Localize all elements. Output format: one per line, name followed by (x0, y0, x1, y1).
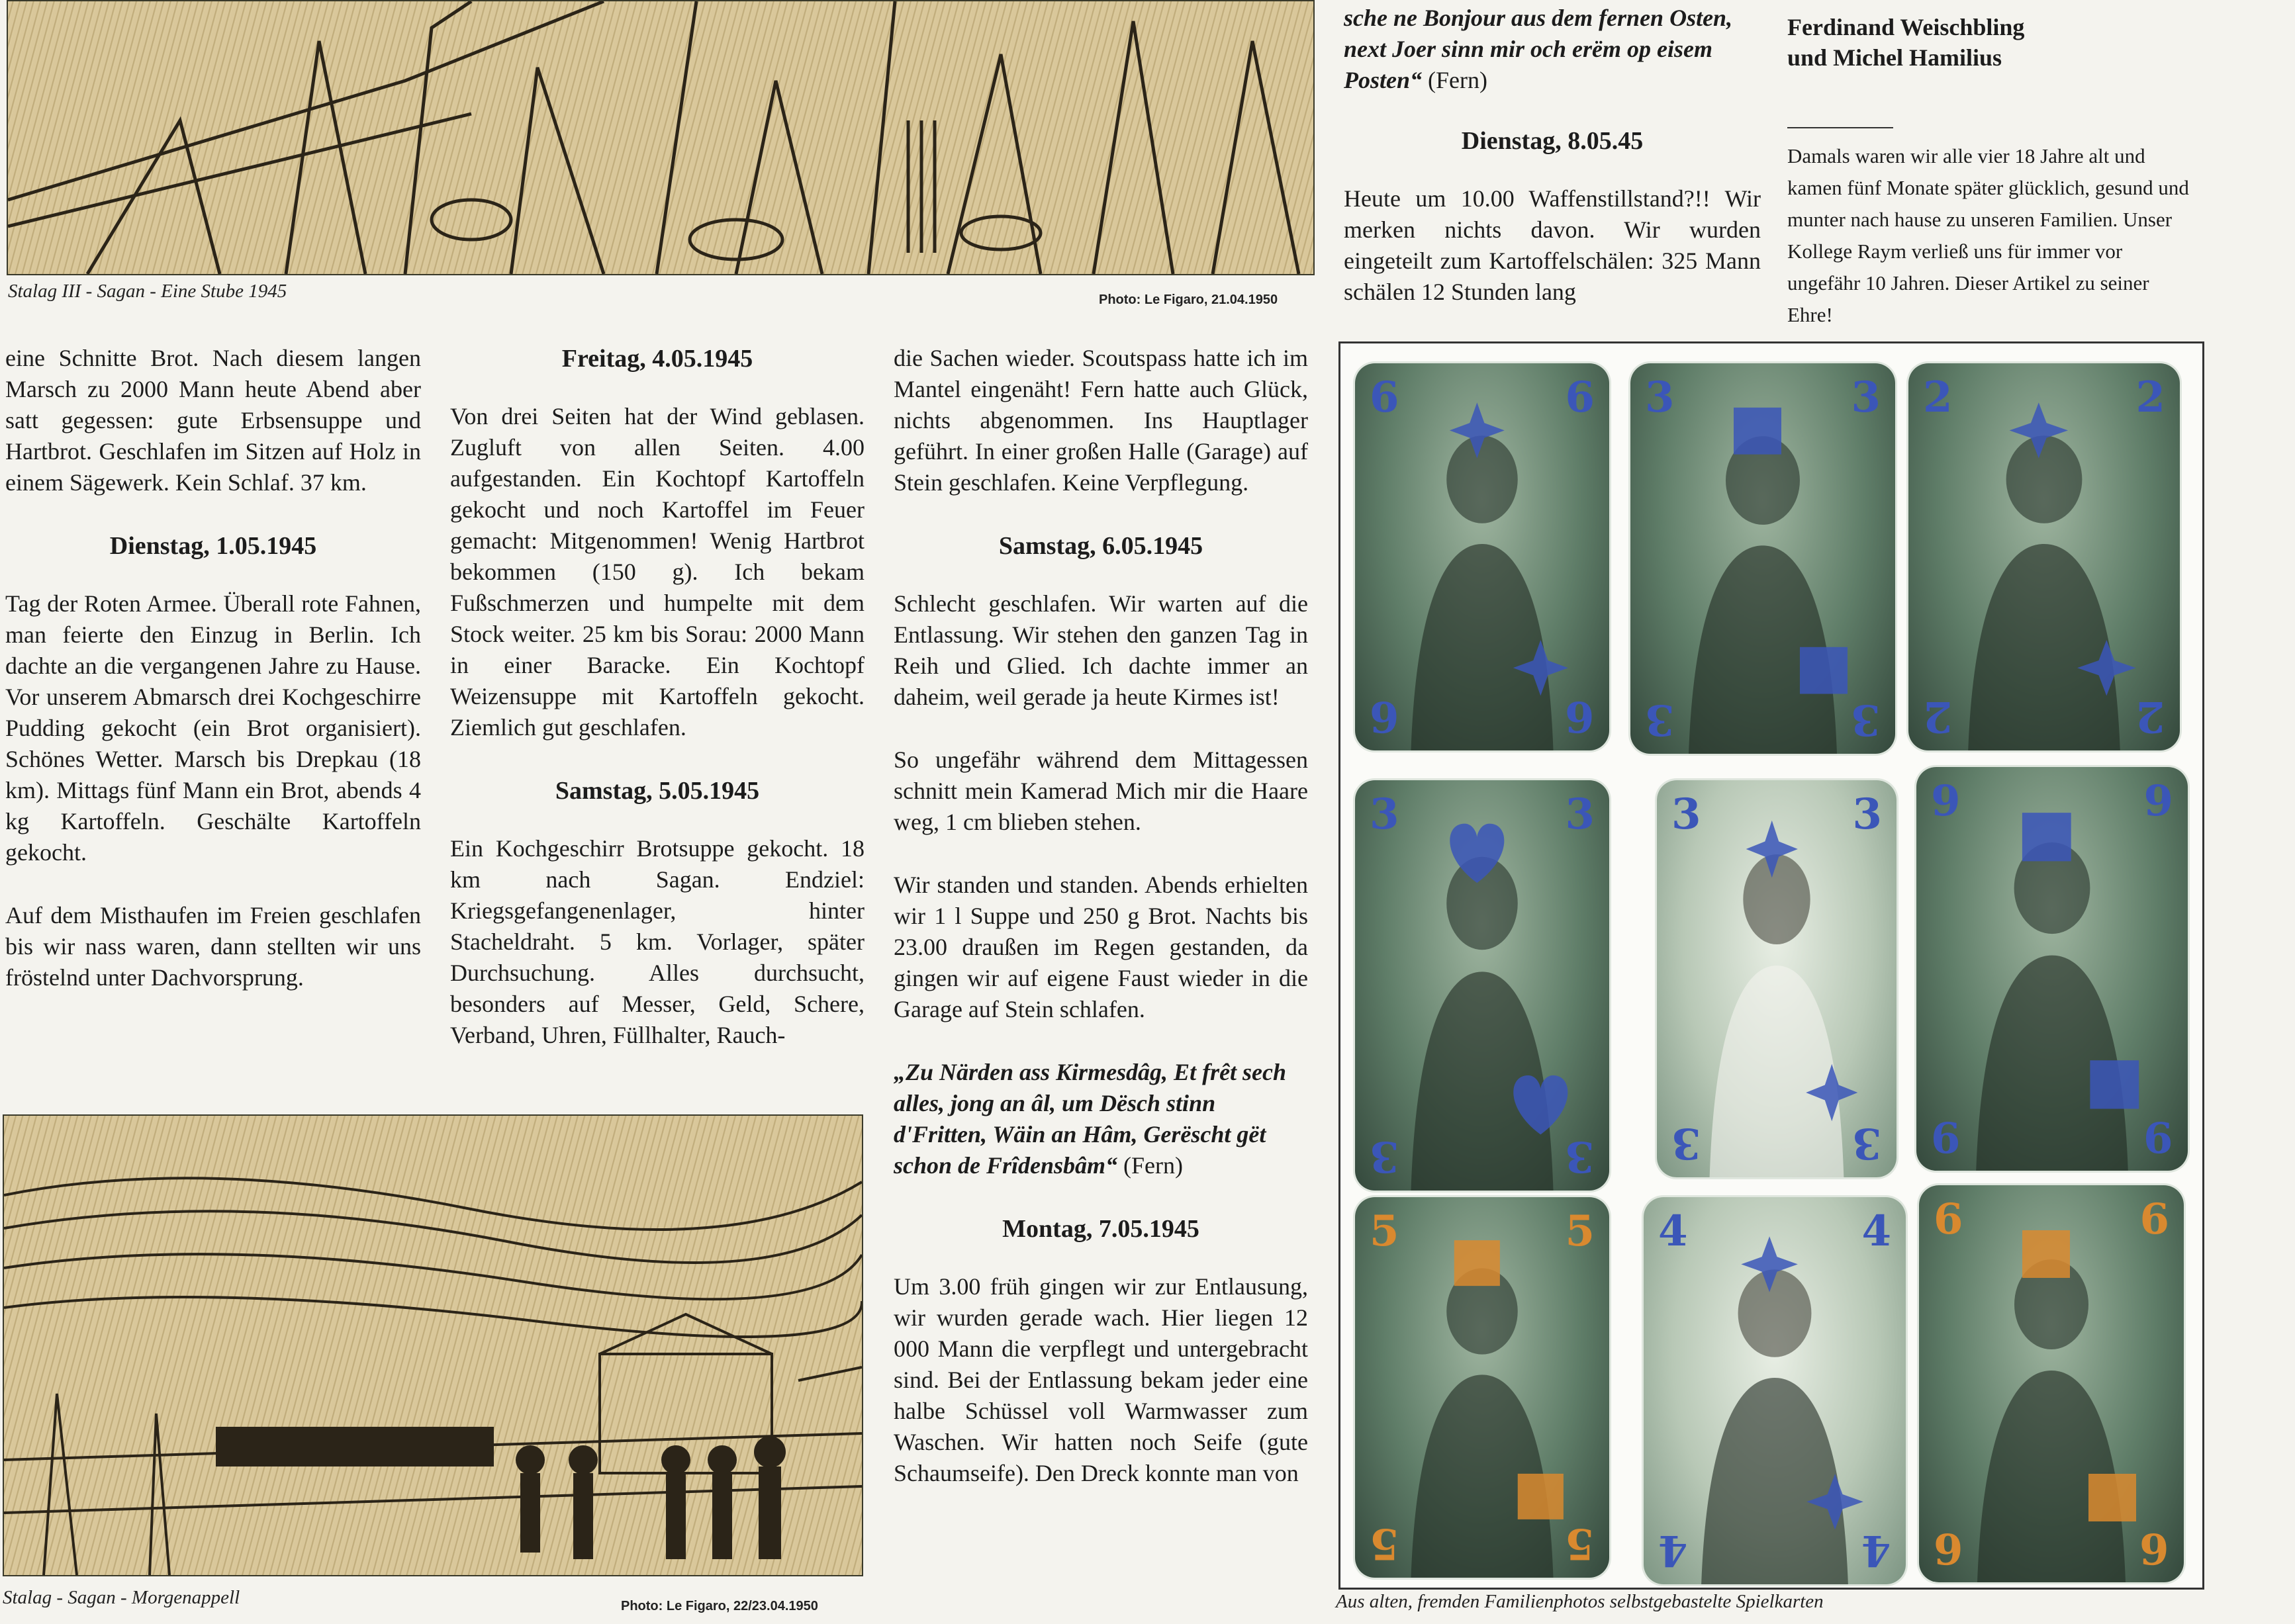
poem-text: „Zu Närden ass Kirmesdâg, Et frêt sech alles, jong an âl, um Dësch stinn d'Fritten, Wäin an Hâm, Gerëscht gët schon de Frîdensbâm“ (894, 1059, 1287, 1179)
paragraph: Heute um 10.00 Waffenstillstand?!! Wir merken nichts davon. Wir wurden eingeteilt zum Kartoffelschälen: 325 Mann schälen 12 Stunden lang (1344, 185, 1761, 305)
divider (1787, 127, 1893, 128)
card-rank-label: 3 (1645, 373, 1675, 422)
playing-card (1644, 1197, 1906, 1584)
playing-card (1919, 1185, 2184, 1582)
column-1 (5, 343, 421, 1025)
card-rank-label: 2 (2135, 373, 2165, 422)
date-heading: Montag, 7.05.1945 (1002, 1215, 1199, 1243)
author-line-2: und Michel Hamilius (1787, 44, 2002, 71)
photo-figure-body (1701, 1378, 1848, 1584)
date-heading: Samstag, 5.05.1945 (555, 777, 760, 805)
bottom-engraving (3, 1114, 863, 1576)
card-rank-label: 3 (1851, 373, 1881, 422)
paragraph: die Sachen wieder. Scoutspass hatte ich im Mantel eingenäht! Fern hatte auch Glück, nichts abgenommen. Ins Hauptlager geführt. In einer großen Halle (Garage) auf Stein geschlafen. Keine Verpflegung. (894, 345, 1308, 496)
photo-figure-head (1743, 854, 1810, 944)
paragraph: Ein Kochgeschirr Brotsuppe gekocht. 18 km nach Sagan. Endziel: Kriegsgefangenenlager, hinter Stacheldraht. 5 km. Vorlager, später Durchsuchung. Alles durchsucht, besonders auf Messer, Geld, Schere, Verband, Uhren, Füllhalter, Rauch- (450, 835, 865, 1048)
poem (894, 1057, 1308, 1181)
diamond-suit-icon (1454, 1240, 1500, 1286)
cards-panel (1338, 341, 2204, 1590)
card-photo (1916, 767, 2188, 1171)
card-rank-label: 6 (1565, 373, 1595, 422)
playing-card (1630, 363, 1895, 754)
card-photo (1919, 1185, 2184, 1582)
diamond-suit-icon (2088, 1474, 2136, 1521)
card-rank-label: 9 (1931, 1112, 1961, 1161)
card-rank-label: 6 (1934, 1195, 1963, 1244)
playing-card (1355, 363, 1609, 750)
bottom-image-caption: Stalag - Sagan - Morgenappell (3, 1587, 240, 1608)
diamond-suit-icon (1800, 647, 1848, 694)
date-heading: Dienstag, 8.05.45 (1461, 127, 1644, 155)
card-rank-label: 2 (1923, 373, 1953, 422)
playing-card (1916, 767, 2188, 1171)
card-rank-label: 3 (1852, 1118, 1882, 1168)
column-2 (450, 343, 865, 1083)
diamond-suit-icon (2022, 813, 2071, 861)
card-rank-label: 4 (1658, 1206, 1688, 1256)
date-heading: Freitag, 4.05.1945 (561, 345, 753, 373)
column-4 (1344, 3, 1761, 339)
playing-card (1908, 363, 2180, 750)
card-rank-label: 4 (1861, 1206, 1891, 1256)
card-rank-label: 3 (1671, 789, 1701, 839)
card-rank-label: 3 (1852, 789, 1882, 839)
card-rank-label: 3 (1565, 789, 1595, 839)
top-engraving (7, 0, 1315, 275)
card-rank-label: 6 (2139, 1195, 2169, 1244)
card-rank-label: 5 (1565, 1206, 1595, 1256)
card-rank-label: 6 (1934, 1523, 1963, 1573)
photo-figure-body (1710, 966, 1844, 1177)
card-rank-label: 6 (1370, 373, 1399, 422)
photo-figure-body (1968, 544, 2120, 750)
top-image-caption: Stalag III - Sagan - Eine Stube 1945 (8, 281, 287, 302)
card-rank-label: 6 (1565, 692, 1595, 741)
card-rank-label: 3 (1851, 695, 1881, 744)
closing-note: Damals waren wir alle vier 18 Jahre alt und kamen fünf Monate später glücklich, gesund und munter nach hause zu unseren Familien. Unser Kollege Raym verließ uns für immer vor ungefähr 10 Jahren. Dieser Artikel zu seiner Ehre! (1787, 144, 2189, 326)
card-rank-label: 3 (1671, 1118, 1701, 1168)
photo-figure-head (1446, 435, 1518, 523)
column-5 (1787, 12, 2198, 331)
card-rank-label: 5 (1370, 1519, 1399, 1568)
card-rank-label: 3 (1370, 789, 1399, 839)
top-image-credit: Photo: Le Figaro, 21.04.1950 (1099, 293, 1278, 307)
photo-figure-head (1738, 1269, 1812, 1357)
card-rank-label: 2 (1923, 692, 1953, 741)
paragraph: Schlecht geschlafen. Wir warten auf die Entlassung. Wir stehen den ganzen Tag in Reih und Glied. Ich dachte immer an daheim, weil gerade ja heute Kirmes ist! (894, 590, 1308, 710)
poem (1344, 3, 1761, 96)
playing-card (1355, 1197, 1609, 1578)
card-rank-label: 3 (1370, 1132, 1399, 1181)
card-rank-label: 4 (1861, 1525, 1891, 1575)
photo-figure-head (2006, 435, 2083, 523)
card-rank-label: 6 (1370, 692, 1399, 741)
bottom-image-credit: Photo: Le Figaro, 22/23.04.1950 (621, 1599, 818, 1613)
author-line-1: Ferdinand Weischbling (1787, 14, 2025, 40)
poem-author: (Fern) (1123, 1152, 1184, 1179)
date-heading: Dienstag, 1.05.1945 (109, 532, 317, 560)
playing-card (1657, 780, 1897, 1177)
card-rank-label: 3 (1645, 695, 1675, 744)
card-rank-label: 9 (2143, 776, 2173, 826)
paragraph: Auf dem Misthaufen im Freien geschlafen bis wir nass waren, dann stellten wir uns fröstelnd unter Dachvorsprung. (5, 902, 421, 991)
poem-text: sche ne Bonjour aus dem fernen Osten, next Joer sinn mir och erëm op eisem Posten“ (1344, 5, 1733, 93)
cards-caption: Aus alten, fremden Familienphotos selbstgebastelte Spielkarten (1336, 1591, 1824, 1612)
card-rank-label: 3 (1565, 1132, 1595, 1181)
photo-figure-body (1411, 544, 1553, 750)
card-rank-label: 2 (2135, 692, 2165, 741)
diamond-suit-icon (2022, 1230, 2070, 1278)
paragraph: eine Schnitte Brot. Nach diesem langen Marsch zu 2000 Mann heute Abend aber satt gegessen: gute Erbsensuppe und Hartbrot. Geschlafen im Sitzen auf Holz in einem Sägewerk. Kein Schlaf. 37 km. (5, 345, 421, 496)
card-rank-label: 5 (1565, 1519, 1595, 1568)
diamond-suit-icon (1518, 1474, 1564, 1519)
paragraph: Von drei Seiten hat der Wind geblasen. Zugluft von allen Seiten. 4.00 aufgestanden. Ein Kochtopf Kartoffeln gekocht und noch Kartoffel im Feuer gemacht: Mitgenommen! Wenig Hartbrot bekommen (150 g). Ich bekam Fußschmerzen und humpelte mit dem Stock weiter. 25 km bis Sorau: 2000 Mann in einer Baracke. Ein Kochtopf Weizensuppe mit Kartoffeln gekocht. Ziemlich gut geschlafen. (450, 403, 865, 741)
card-rank-label: 9 (2143, 1112, 2173, 1161)
poem-author: (Fern) (1428, 67, 1487, 93)
paragraph: So ungefähr während dem Mittagessen schnitt mein Kamerad Mich mir die Haare weg, 1 cm blieben stehen. (894, 746, 1308, 835)
authors (1787, 12, 2198, 73)
paragraph: Tag der Roten Armee. Überall rote Fahnen, man feierte den Einzug in Berlin. Ich dachte an die vergangenen Jahre zu Hause. Vor unserem Abmarsch drei Kochgeschirre Pudding gekocht (ein Brot organisiert). Schönes Wetter. Marsch bis Drepkau (18 km). Mittags fünf Mann ein Brot, abends 4 kg Kartoffeln. Geschälte Kartoffeln gekocht. (5, 590, 421, 866)
paragraph: Um 3.00 früh gingen wir zur Entlausung, wir wurden gerade wach. Hier liegen 12 000 Mann die verpflegt und untergebracht sind. Bei der Entlassung bekam jeder eine halbe Schüssel voll Warmwasser zum Waschen. Wir hatten noch Seife (gute Schaumseife). Den Dreck konnte man von (894, 1273, 1308, 1486)
card-photo (1657, 780, 1897, 1177)
card-rank-label: 6 (2139, 1523, 2169, 1573)
card-rank-label: 4 (1658, 1525, 1688, 1575)
paragraph: Wir standen und standen. Abends erhielten wir 1 l Suppe und 250 g Brot. Nachts bis 23.00 draußen im Regen gestanden, da gingen wir auf eigene Faust wieder in die Garage auf Stein schlafen. (894, 872, 1308, 1022)
column-3 (894, 343, 1308, 1521)
diamond-suit-icon (1734, 408, 1781, 455)
card-photo (1355, 780, 1609, 1191)
card-rank-label: 5 (1370, 1206, 1399, 1256)
diamond-suit-icon (2090, 1060, 2139, 1108)
playing-card (1355, 780, 1609, 1191)
card-rank-label: 9 (1931, 776, 1961, 826)
date-heading: Samstag, 6.05.1945 (998, 532, 1203, 560)
